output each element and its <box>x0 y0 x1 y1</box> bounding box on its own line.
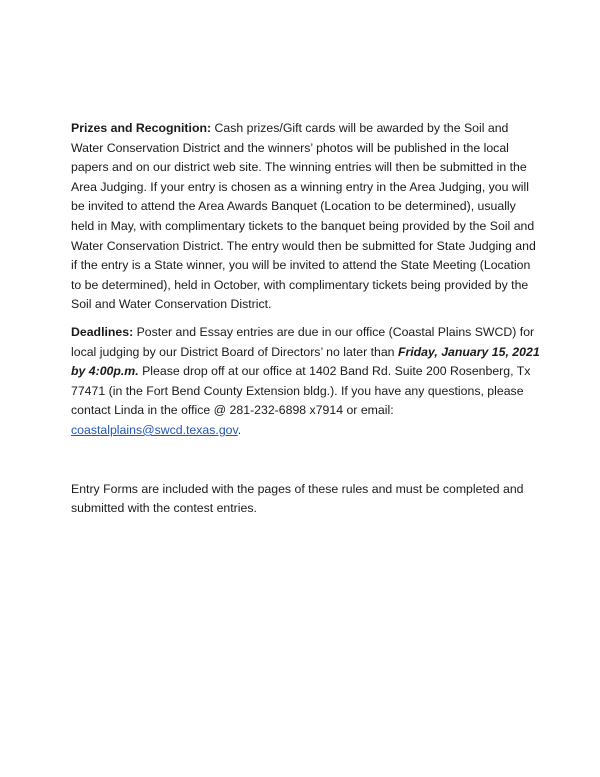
deadlines-heading: Deadlines: <box>71 324 134 339</box>
deadlines-text-before: Poster and Essay entries are due in our office (Coastal Plains SWCD) for local judging by our District Board of Directors’ no later than <box>71 324 535 359</box>
deadlines-text-after: Please drop off at our office at 1402 Band Rd. Suite 200 Rosenberg, Tx 77471 (in the Fort Bend County Extension bldg.). If you have any questions, please contact Linda in the office @ 281-232-6898 x7914 or email: <box>71 364 531 418</box>
entry-forms-paragraph: Entry Forms are included with the pages of these rules and must be completed and submitted with the contest entries. <box>71 481 524 516</box>
email-link[interactable]: coastalplains@swcd.texas.gov <box>71 422 238 437</box>
prizes-text: Cash prizes/Gift cards will be awarded by the Soil and Water Conservation District and the winners’ photos will be published in the local papers and on our district web site. The winning entries will then be submitted in the Area Judging. If your entry is chosen as a winning entry in the Area Judging, you will be invited to attend the Area Awards Banquet (Location to be determined), usually held in May, with complimentary tickets to the banquet being provided by the Soil and Water Conservation District. The entry would then be submitted for State Judging and if the entry is a State winner, you will be invited to attend the State Meeting (Location to be determined), held in October, with complimentary tickets being provided by the Soil and Water Conservation District. <box>71 121 536 312</box>
prizes-paragraph <box>71 119 541 315</box>
deadlines-paragraph <box>71 323 541 441</box>
deadlines-end: . <box>237 422 242 437</box>
deadline-date: Friday, January 15, 2021 by 4:00p.m. <box>71 344 540 379</box>
prizes-heading: Prizes and Recognition: <box>71 121 212 135</box>
document-body <box>71 119 541 519</box>
